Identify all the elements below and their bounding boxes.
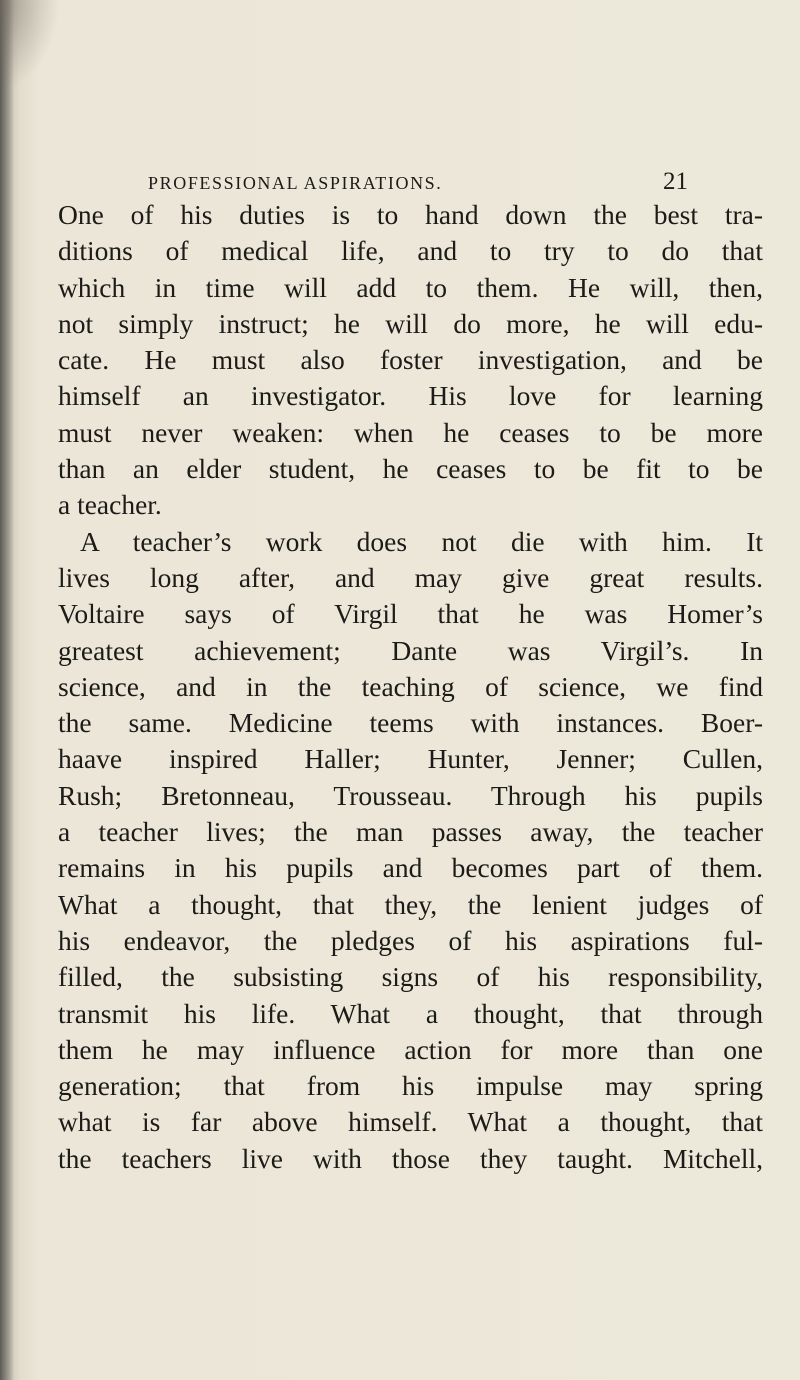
text-line: remains in his pupils and becomes part of them. xyxy=(58,852,763,884)
text-line: What a thought, that they, the lenient judges of xyxy=(58,888,763,920)
text-line: himself an investigator. His love for learning xyxy=(58,380,763,412)
text-line: lives long after, and may give great results. xyxy=(58,561,763,593)
text-line: a teacher lives; the man passes away, the teacher xyxy=(58,816,763,848)
text-line: Voltaire says of Virgil that he was Homer’s xyxy=(58,598,763,630)
text-line: One of his duties is to hand down the best tra- xyxy=(58,199,763,230)
text-line: filled, the subsisting signs of his responsibility, xyxy=(58,961,763,993)
page-header xyxy=(148,168,688,196)
text-line: the teachers live with those they taught. Mitchell, xyxy=(58,1142,763,1174)
text-line: cate. He must also foster investigation, and be xyxy=(58,344,763,376)
page-number: 21 xyxy=(663,168,688,195)
text-line: greatest achievement; Dante was Virgil’s. In xyxy=(58,634,763,666)
text-line: which in time will add to them. He will, then, xyxy=(58,271,763,303)
text-line: his endeavor, the pledges of his aspirations ful- xyxy=(58,924,763,956)
text-line: generation; that from his impulse may spring xyxy=(58,1070,763,1102)
text-line: haave inspired Haller; Hunter, Jenner; Cullen, xyxy=(58,743,763,775)
text-line: them he may influence action for more than one xyxy=(58,1033,763,1065)
text-line: what is far above himself. What a thought, that xyxy=(58,1106,763,1138)
text-line: A teacher’s work does not die with him. It xyxy=(80,525,763,557)
text-line: a teacher. xyxy=(58,489,162,521)
running-head: PROFESSIONAL ASPIRATIONS. xyxy=(148,173,443,193)
book-spine-shadow xyxy=(0,0,14,1380)
body-text xyxy=(58,197,763,1177)
text-line: science, and in the teaching of science, we find xyxy=(58,670,763,702)
page-corner-shadow xyxy=(0,0,60,90)
text-line: ditions of medical life, and to try to do that xyxy=(58,235,763,267)
text-line: must never weaken: when he ceases to be more xyxy=(58,416,763,448)
text-line: than an elder student, he ceases to be fit to be xyxy=(58,453,763,485)
text-line: transmit his life. What a thought, that through xyxy=(58,997,763,1029)
text-line: the same. Medicine teems with instances. Boer- xyxy=(58,707,763,739)
text-line: Rush; Bretonneau, Trousseau. Through his pupils xyxy=(58,779,763,811)
text-line: not simply instruct; he will do more, he will edu- xyxy=(58,307,763,339)
